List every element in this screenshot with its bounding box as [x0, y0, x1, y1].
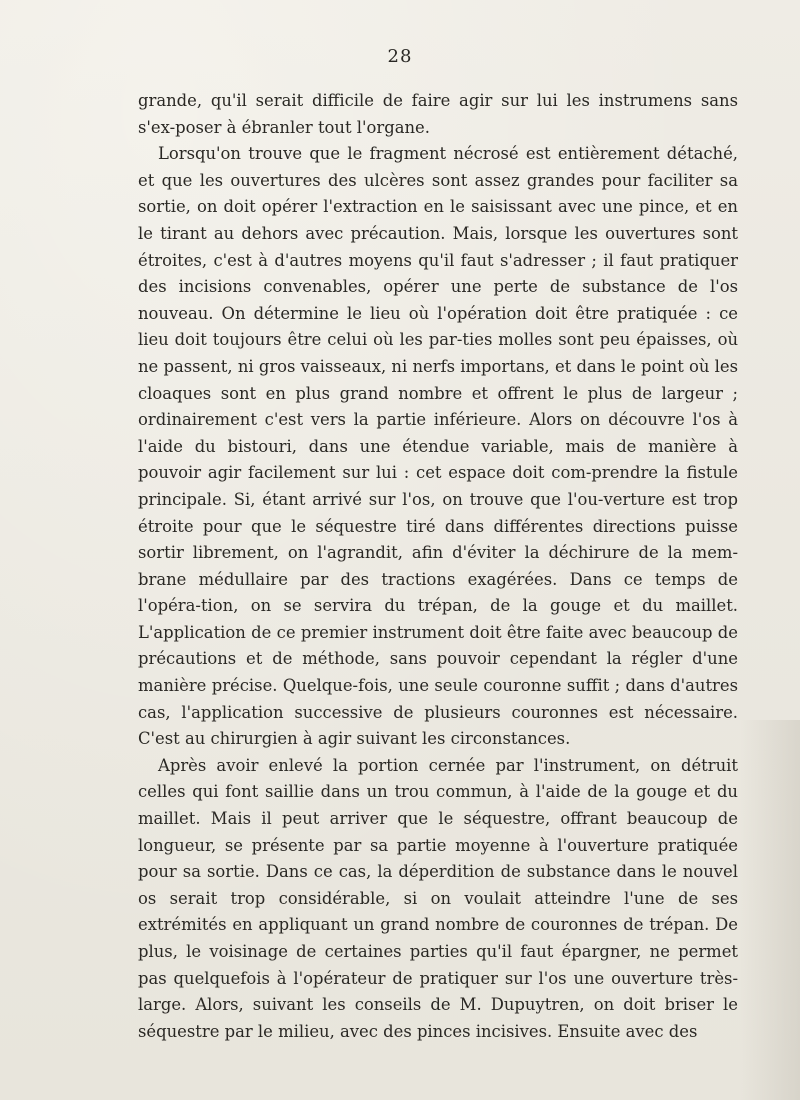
body-text [138, 88, 738, 1045]
page-number: 28 [387, 46, 413, 67]
paragraph-extraction: Lorsqu'on trouve que le fragment nécrosé est entièrement détaché, et que les ouvertures des ulcères sont assez grandes pour faciliter sa sortie, on doit opérer l'extraction en le saisissant avec une pince, et en le tirant au dehors avec précaution. Mais, lorsque les ouvertures sont étroites, c'est à d'autres moyens qu'il faut s'adresser ; il faut pratiquer des incisions convenables, opérer une perte de substance de l'os nouveau. On détermine le lieu où l'opération doit être pratiquée : ce lieu doit toujours être celui où les par-ties molles sont peu épaisses, où ne passent, ni gros vaisseaux, ni nerfs importans, et dans le point où les cloaques sont en plus grand nombre et offrent le plus de largeur ; ordinairement c'est vers la partie inférieure. Alors on découvre l'os à l'aide du bistouri, dans une étendue variable, mais de manière à pouvoir agir facilement sur lui : cet espace doit com-prendre la fistule principale. Si, étant arrivé sur l'os, on trouve que l'ou-verture est trop étroite pour que le séquestre tiré dans différentes directions puisse sortir librement, on l'agrandit, afin d'éviter la déchirure de la mem-brane médullaire par des tractions exagérées. Dans ce temps de l'opéra-tion, on se servira du trépan, de la gouge et du maillet. L'application de ce premier instrument doit être faite avec beaucoup de précautions et de méthode, sans pouvoir cependant la régler d'une manière précise. Quelque-fois, une seule couronne suffit ; dans d'autres cas, l'application successive de plusieurs couronnes est nécessaire. C'est au chirurgien à agir suivant les circonstances. [138, 144, 738, 749]
paragraph-continued: grande, qu'il serait difficile de faire agir sur lui les instrumens sans s'ex-poser à ébranler tout l'organe. [138, 91, 738, 137]
paragraph-sequestrum: Après avoir enlevé la portion cernée par l'instrument, on détruit celles qui font saillie dans un trou commun, à l'aide de la gouge et du maillet. Mais il peut arriver que le séquestre, offrant beaucoup de longueur, se présente par sa partie moyenne à l'ouverture pratiquée pour sa sortie. Dans ce cas, la déperdition de substance dans le nouvel os serait trop considérable, si on voulait atteindre l'une de ses extrémités en appliquant un grand nombre de couronnes de trépan. De plus, le voisinage de certaines parties qu'il faut épargner, ne permet pas quelquefois à l'opérateur de pratiquer sur l'os une ouverture très-large. Alors, suivant les conseils de M. Dupuytren, on doit briser le séquestre par le milieu, avec des pinces incisives. Ensuite avec des [138, 755, 738, 1041]
page-edge-shadow [740, 720, 800, 1100]
